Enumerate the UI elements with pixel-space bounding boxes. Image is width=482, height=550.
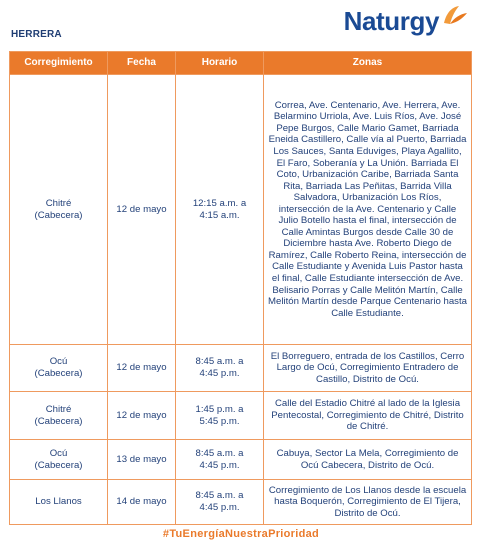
- cell-fecha: 14 de mayo: [108, 480, 176, 525]
- cell-fecha: 12 de mayo: [108, 75, 176, 345]
- cell-corregimiento: Ocú (Cabecera): [10, 345, 108, 392]
- cell-corregimiento: Chitré (Cabecera): [10, 75, 108, 345]
- table-row: [10, 440, 472, 480]
- cell-horario: 8:45 a.m. a 4:45 p.m.: [176, 440, 264, 480]
- cell-zonas: Cabuya, Sector La Mela, Corregimiento de Ocú Cabecera, Distrito de Ocú.: [264, 440, 472, 480]
- butterfly-logo-icon: [441, 3, 469, 31]
- header: [0, 0, 482, 46]
- cell-horario: 8:45 a.m. a 4:45 p.m.: [176, 345, 264, 392]
- cell-corregimiento: Chitré (Cabecera): [10, 392, 108, 440]
- cell-horario: 12:15 a.m. a 4:15 a.m.: [176, 75, 264, 345]
- header-horario: Horario: [176, 52, 264, 75]
- cell-zonas: Correa, Ave. Centenario, Ave. Herrera, Ave. Belarmino Urriola, Ave. Luis Ríos, Ave. José Pepe Burgos, Calle Mario Gamet, Barriada Eneida Castillero, Calle vía al Puerto, Barriada Los Sauces, Santa Eduviges, Playa Agallito, El Faro, Soberanía y La Unión. Barriada El Coto, Urbanización Caribe, Barriada Santa Rita, Barriada Las Peñitas, Barrida Villa Salvadora, Urbanización Los Ríos, intersección de la Ave. Centenario y Calle Julio Botello hasta el final, intersección de Calle Amintas Burgos desde Calle 30 de Diciembre hasta Ave. Roberto Diego de Ramírez, Calle Roberto Reina, intersección de Calle Estudiante y Avenida Luis Pastor hasta el final, Calle Estudiante intersección de Ave. Belisario Porras y Calle Melitón Martín, Calle Melitón Martín desde Parque Centenario hasta Calle Estudiante.: [264, 75, 472, 345]
- header-corregimiento: Corregimiento: [10, 52, 108, 75]
- footer-hashtag: #TuEnergíaNuestraPrioridad: [162, 528, 320, 540]
- table-header-row: [10, 52, 472, 75]
- cell-zonas: El Borreguero, entrada de los Castillos, Cerro Largo de Ocú, Corregimiento Entradero de Castillo, Distrito de Ocú.: [264, 345, 472, 392]
- table-row: [10, 75, 472, 345]
- cell-fecha: 12 de mayo: [108, 345, 176, 392]
- brand-logo: [344, 4, 469, 38]
- cell-corregimiento: Los Llanos: [10, 480, 108, 525]
- cell-horario: 8:45 a.m. a 4:45 p.m.: [176, 480, 264, 525]
- cell-fecha: 13 de mayo: [108, 440, 176, 480]
- cell-horario: 1:45 p.m. a 5:45 p.m.: [176, 392, 264, 440]
- cell-fecha: 12 de mayo: [108, 392, 176, 440]
- schedule-table: [9, 51, 472, 525]
- table-row: [10, 480, 472, 525]
- brand-name: Naturgy: [343, 6, 439, 36]
- header-zonas: Zonas: [264, 52, 472, 75]
- schedule-table-container: [9, 51, 471, 525]
- cell-corregimiento: Ocú (Cabecera): [10, 440, 108, 480]
- table-row: [10, 345, 472, 392]
- table-row: [10, 392, 472, 440]
- cell-zonas: Calle del Estadio Chitré al lado de la Iglesia Pentecostal, Corregimiento de Chitré, Distrito de Chitré.: [264, 392, 472, 440]
- region-title: HERRERA: [11, 29, 62, 40]
- cell-zonas: Corregimiento de Los Llanos desde la escuela hasta Boquerón, Corregimiento de El Tijera, Distrito de Ocú.: [264, 480, 472, 525]
- header-fecha: Fecha: [108, 52, 176, 75]
